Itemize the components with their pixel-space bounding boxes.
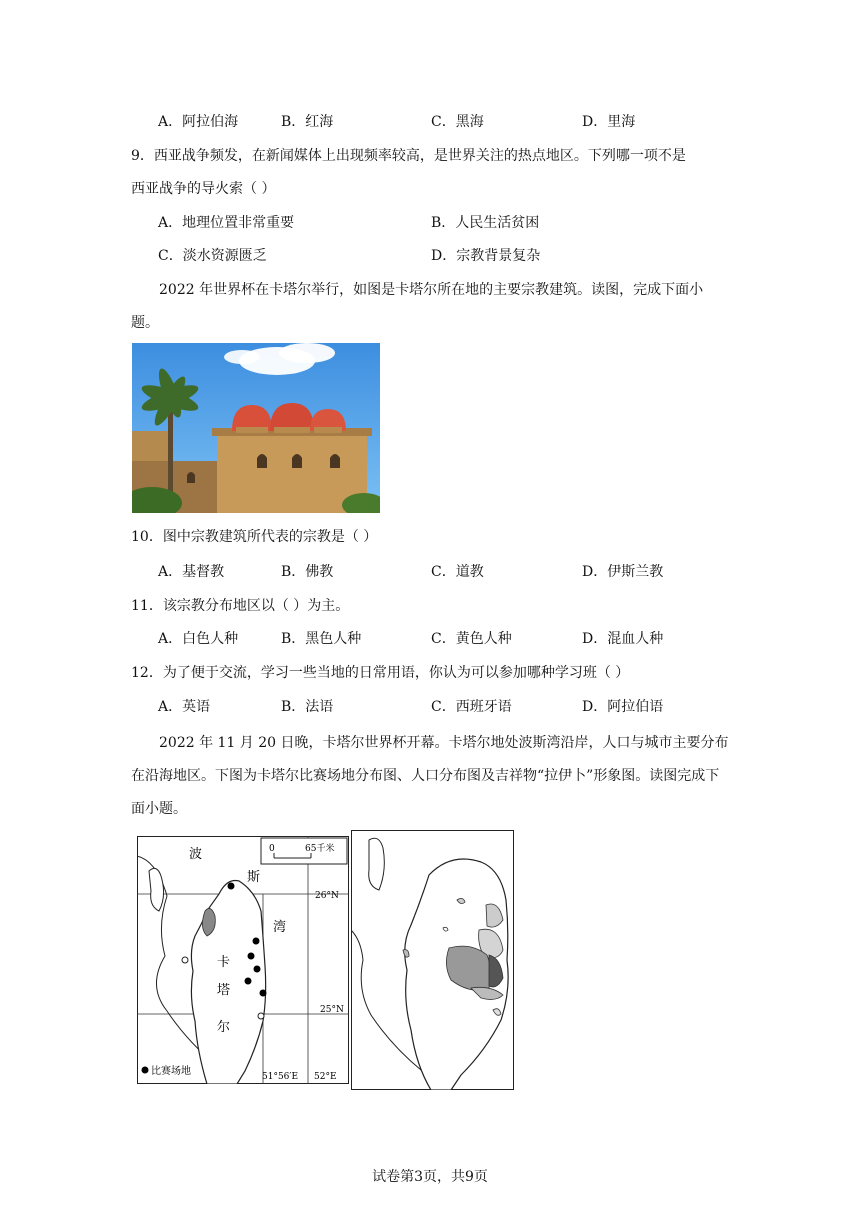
scale-distance-label: 65千米: [305, 844, 335, 854]
q10-option-a[interactable]: A．基督教: [158, 564, 225, 580]
q9-option-a[interactable]: A．地理位置非常重要: [158, 215, 295, 231]
country-char-3: 尔: [217, 1020, 231, 1035]
mosque-photo: [132, 343, 380, 513]
country-char-1: 卡: [217, 955, 231, 970]
q11-option-b[interactable]: B．黑色人种: [281, 631, 362, 647]
venue-dot: [248, 953, 255, 960]
venue-dot: [254, 966, 261, 973]
venue-map: [137, 836, 349, 1084]
q10-stem: 10．图中宗教建筑所代表的宗教是（ ）: [131, 529, 378, 545]
q8-option-c[interactable]: C．黑海: [431, 114, 484, 130]
q12-option-a[interactable]: A．英语: [158, 699, 211, 715]
intro-paragraph-worldcup: 2022 年世界杯在卡塔尔举行，如图是卡塔尔所在地的主要宗教建筑。读图，完成下面小题。: [131, 282, 704, 331]
venue-dot: [228, 883, 235, 890]
country-char-2: 塔: [217, 983, 231, 998]
q10-option-c[interactable]: C．道教: [431, 564, 484, 580]
scale-zero-label: 0: [269, 844, 275, 854]
lat-26-label: 26°N: [315, 891, 339, 901]
q11-option-a[interactable]: A．白色人种: [158, 631, 239, 647]
q9-option-b[interactable]: B．人民生活贫困: [431, 215, 540, 231]
q9-option-c[interactable]: C．淡水资源匮乏: [158, 248, 267, 264]
lon-2-label: 52°E: [314, 1072, 337, 1082]
intro-paragraph-opening: 2022 年 11 月 20 日晚，卡塔尔世界杯开幕。卡塔尔地处波斯湾沿岸，人口与城市主要分布在沿海地区。下图为卡塔尔比赛场地分布图、人口分布图及吉祥物“拉伊卜”形象图。读图完成下面小题。: [131, 735, 729, 817]
q9-option-d[interactable]: D．宗教背景复杂: [431, 248, 541, 264]
venue-dot: [245, 978, 252, 985]
q11-option-d[interactable]: D．混血人种: [582, 631, 664, 647]
sea-char-3: 湾: [273, 920, 287, 935]
sea-char-1: 波: [189, 847, 203, 862]
q11-stem: 11．该宗教分布地区以（ ）为主。: [131, 598, 350, 614]
q10-option-d[interactable]: D．伊斯兰教: [582, 564, 664, 580]
q8-option-b[interactable]: B．红海: [281, 114, 334, 130]
lat-25-label: 25°N: [320, 1005, 344, 1015]
population-map: [351, 830, 514, 1090]
q11-option-c[interactable]: C．黄色人种: [431, 631, 512, 647]
sea-char-2: 斯: [247, 870, 261, 885]
legend-label: 比赛场地: [151, 1066, 191, 1077]
q12-option-d[interactable]: D．阿拉伯语: [582, 699, 664, 715]
page-footer: 试卷第3页，共9页: [372, 1169, 488, 1185]
q9-stem-line2: 西亚战争的导火索（ ）: [131, 181, 276, 197]
q8-option-a[interactable]: A．阿拉伯海: [158, 114, 239, 130]
q8-option-d[interactable]: D．里海: [582, 114, 636, 130]
q10-option-b[interactable]: B．佛教: [281, 564, 334, 580]
q9-stem-line1: 9．西亚战争频发，在新闻媒体上出现频率较高，是世界关注的热点地区。下列哪一项不是: [131, 148, 686, 164]
q12-option-c[interactable]: C．西班牙语: [431, 699, 512, 715]
q12-option-b[interactable]: B．法语: [281, 699, 334, 715]
q12-stem: 12．为了便于交流，学习一些当地的日常用语，你认为可以参加哪种学习班（ ）: [131, 665, 630, 681]
venue-dot: [253, 938, 260, 945]
venue-dot: [260, 990, 267, 997]
lon-1-label: 51°56′E: [262, 1072, 299, 1082]
